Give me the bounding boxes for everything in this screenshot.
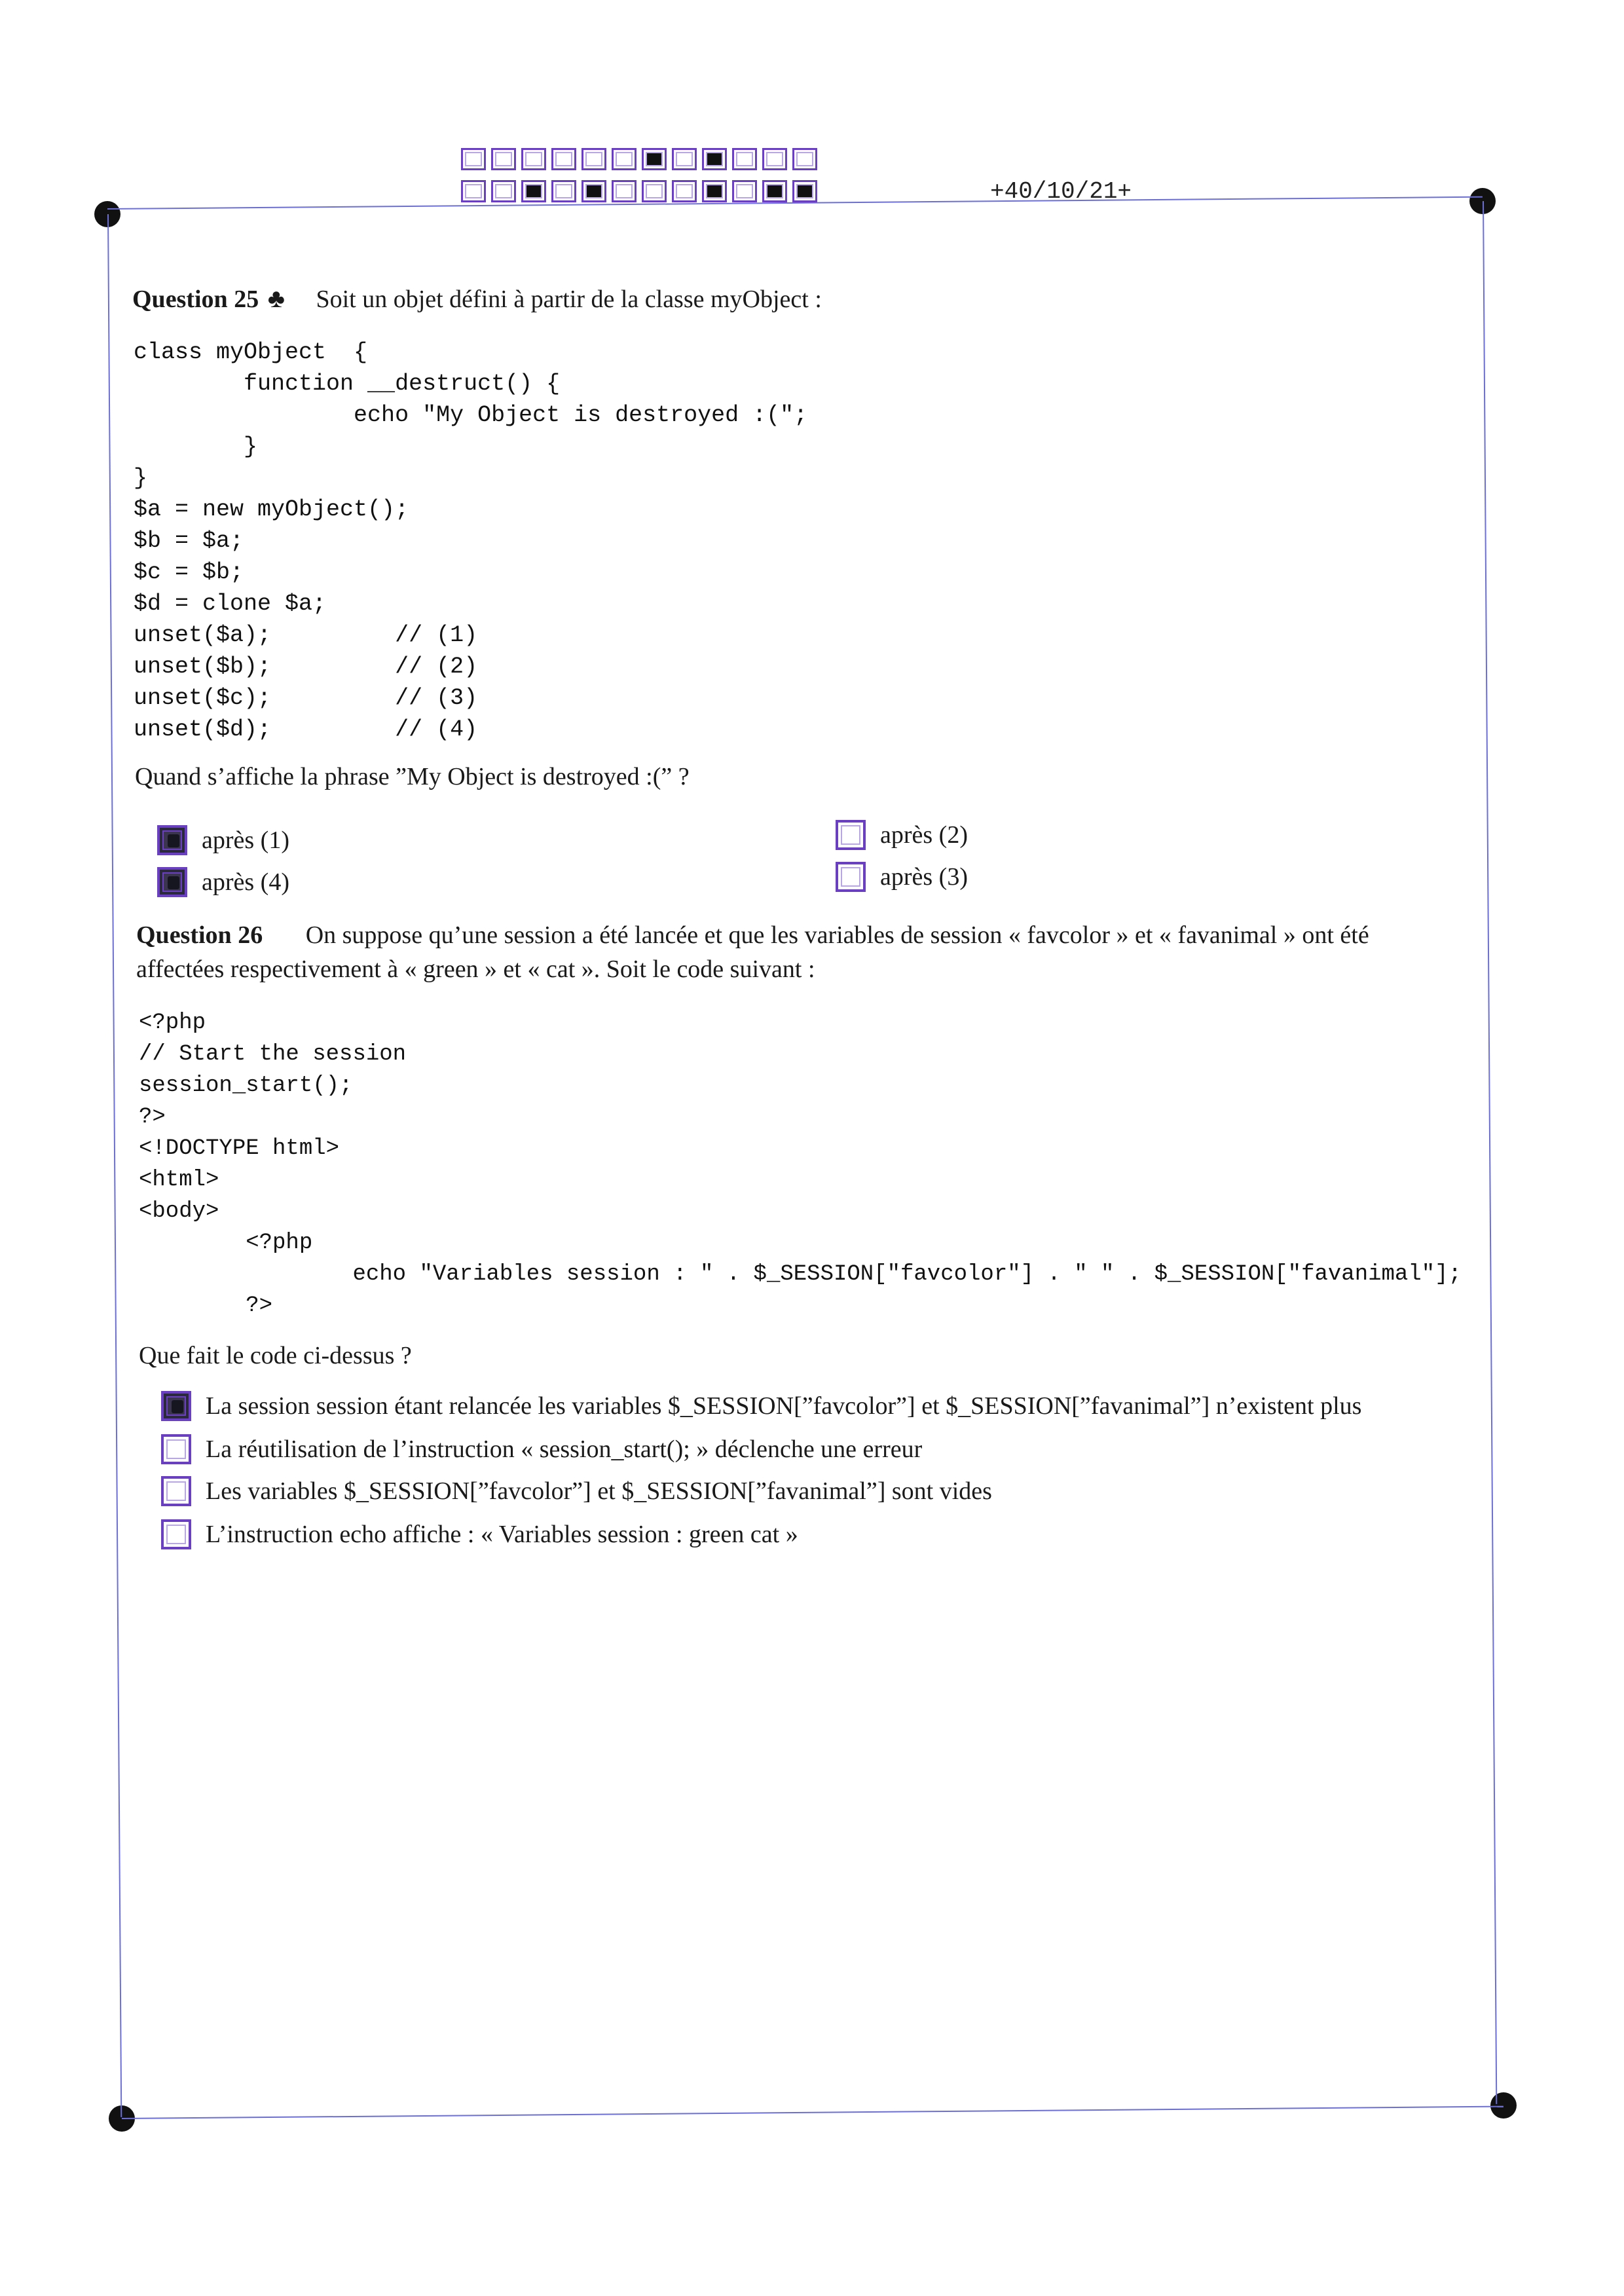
q26-option-2[interactable] <box>161 1434 922 1464</box>
q25-option-2[interactable] <box>836 820 968 850</box>
barcode-cell <box>702 180 727 202</box>
q26-option-4-checkbox[interactable] <box>161 1519 191 1549</box>
barcode-cell <box>612 180 637 202</box>
code-line: echo "Variables session : " . $_SESSION["favcolor"] . " " . $_SESSION["favanimal"]; <box>139 1262 1462 1287</box>
barcode-cell <box>792 148 817 170</box>
question-25-prompt: Soit un objet défini à partir de la classe myObject : <box>316 286 822 313</box>
q26-option-3-checkbox[interactable] <box>161 1476 191 1506</box>
barcode-cell <box>581 148 606 170</box>
code-line: ?> <box>139 1105 166 1130</box>
club-icon: ♣ <box>267 284 285 313</box>
q25-option-1-checkbox[interactable] <box>157 825 187 855</box>
code-line: class myObject { <box>134 339 368 365</box>
page-code: +40/10/21+ <box>990 178 1132 205</box>
code-line: unset($d); // (4) <box>134 716 478 743</box>
barcode-cell <box>612 148 637 170</box>
q25-option-3-checkbox[interactable] <box>157 867 187 897</box>
code-line: } <box>134 434 258 460</box>
q26-option-1-label: La session session étant relancée les variables $_SESSION[”favcolor”] et $_SESSION[”favanimal”] n’existent plus <box>206 1392 1362 1420</box>
code-line: unset($c); // (3) <box>134 685 478 711</box>
code-line: $c = $b; <box>134 559 244 585</box>
barcode-cell <box>491 148 516 170</box>
q25-option-3-label: après (4) <box>202 868 289 896</box>
q25-option-4-checkbox[interactable] <box>836 862 866 892</box>
code-line: <?php <box>139 1231 313 1255</box>
barcode-cell <box>702 148 727 170</box>
barcode-cell <box>491 180 516 202</box>
code-line: unset($a); // (1) <box>134 622 478 648</box>
barcode-bottom-row <box>461 180 822 202</box>
q25-option-2-checkbox[interactable] <box>836 820 866 850</box>
question-25-code <box>134 337 807 745</box>
q25-option-4-label: après (3) <box>880 863 968 891</box>
question-25-header <box>132 283 822 315</box>
code-line: } <box>134 465 148 491</box>
barcode-cell <box>521 180 546 202</box>
question-26-prompt-line1: On suppose qu’une session a été lancée et que les variables de session « favcolor » et « favanimal » ont été <box>305 921 1369 949</box>
q26-option-3-label: Les variables $_SESSION[”favcolor”] et $_SESSION[”favanimal”] sont vides <box>206 1477 992 1505</box>
question-26-code <box>139 1007 1462 1322</box>
question-25-question: Quand s’affiche la phrase ”My Object is destroyed :(” ? <box>135 763 690 790</box>
question-25-title: Question 25 <box>132 286 259 313</box>
q26-option-2-label: La réutilisation de l’instruction « session_start(); » déclenche une erreur <box>206 1435 923 1463</box>
barcode-cell <box>551 180 576 202</box>
barcode-cell <box>461 148 486 170</box>
question-26-question: Que fait le code ci-dessus ? <box>139 1342 412 1369</box>
barcode-cell <box>672 148 697 170</box>
code-line: unset($b); // (2) <box>134 654 478 680</box>
barcode-cell <box>521 148 546 170</box>
q25-option-2-label: après (2) <box>880 821 968 849</box>
q26-option-4[interactable] <box>161 1519 798 1549</box>
code-line: $a = new myObject(); <box>134 496 409 523</box>
code-line: <html> <box>139 1168 219 1193</box>
code-line: $b = $a; <box>134 528 244 554</box>
barcode-cell <box>792 180 817 202</box>
barcode-cell <box>762 180 787 202</box>
code-line: <body> <box>139 1199 219 1224</box>
q26-option-1-checkbox[interactable] <box>161 1391 191 1421</box>
barcode-cell <box>732 180 757 202</box>
barcode-cell <box>581 180 606 202</box>
code-line: ?> <box>139 1293 273 1318</box>
q26-option-2-checkbox[interactable] <box>161 1434 191 1464</box>
barcode-top-row <box>461 148 822 170</box>
code-line: function __destruct() { <box>134 371 561 397</box>
code-line: // Start the session <box>139 1042 407 1067</box>
frame-bottom <box>122 2106 1504 2119</box>
code-line: $d = clone $a; <box>134 591 327 617</box>
frame-right <box>1483 201 1497 2104</box>
barcode-cell <box>732 148 757 170</box>
q25-option-4[interactable] <box>836 862 968 892</box>
q25-option-1[interactable] <box>157 825 289 855</box>
code-line: <?php <box>139 1010 206 1035</box>
code-line: session_start(); <box>139 1073 353 1098</box>
q26-option-3[interactable] <box>161 1476 992 1506</box>
question-26-title: Question 26 <box>136 921 263 949</box>
q26-option-4-label: L’instruction echo affiche : « Variables session : green cat » <box>206 1521 798 1548</box>
barcode-cell <box>642 148 667 170</box>
q25-option-1-label: après (1) <box>202 826 289 854</box>
code-line: echo "My Object is destroyed :("; <box>134 402 808 428</box>
code-line: <!DOCTYPE html> <box>139 1136 340 1161</box>
barcode-cell <box>642 180 667 202</box>
q25-option-3[interactable] <box>157 867 289 897</box>
barcode-cell <box>672 180 697 202</box>
barcode-cell <box>762 148 787 170</box>
q26-option-1[interactable] <box>161 1391 1361 1421</box>
question-26-header <box>136 919 1369 951</box>
barcode-cell <box>461 180 486 202</box>
barcode-cell <box>551 148 576 170</box>
question-26-prompt-line2: affectées respectivement à « green » et « cat ». Soit le code suivant : <box>136 955 815 983</box>
frame-left <box>107 214 122 2117</box>
